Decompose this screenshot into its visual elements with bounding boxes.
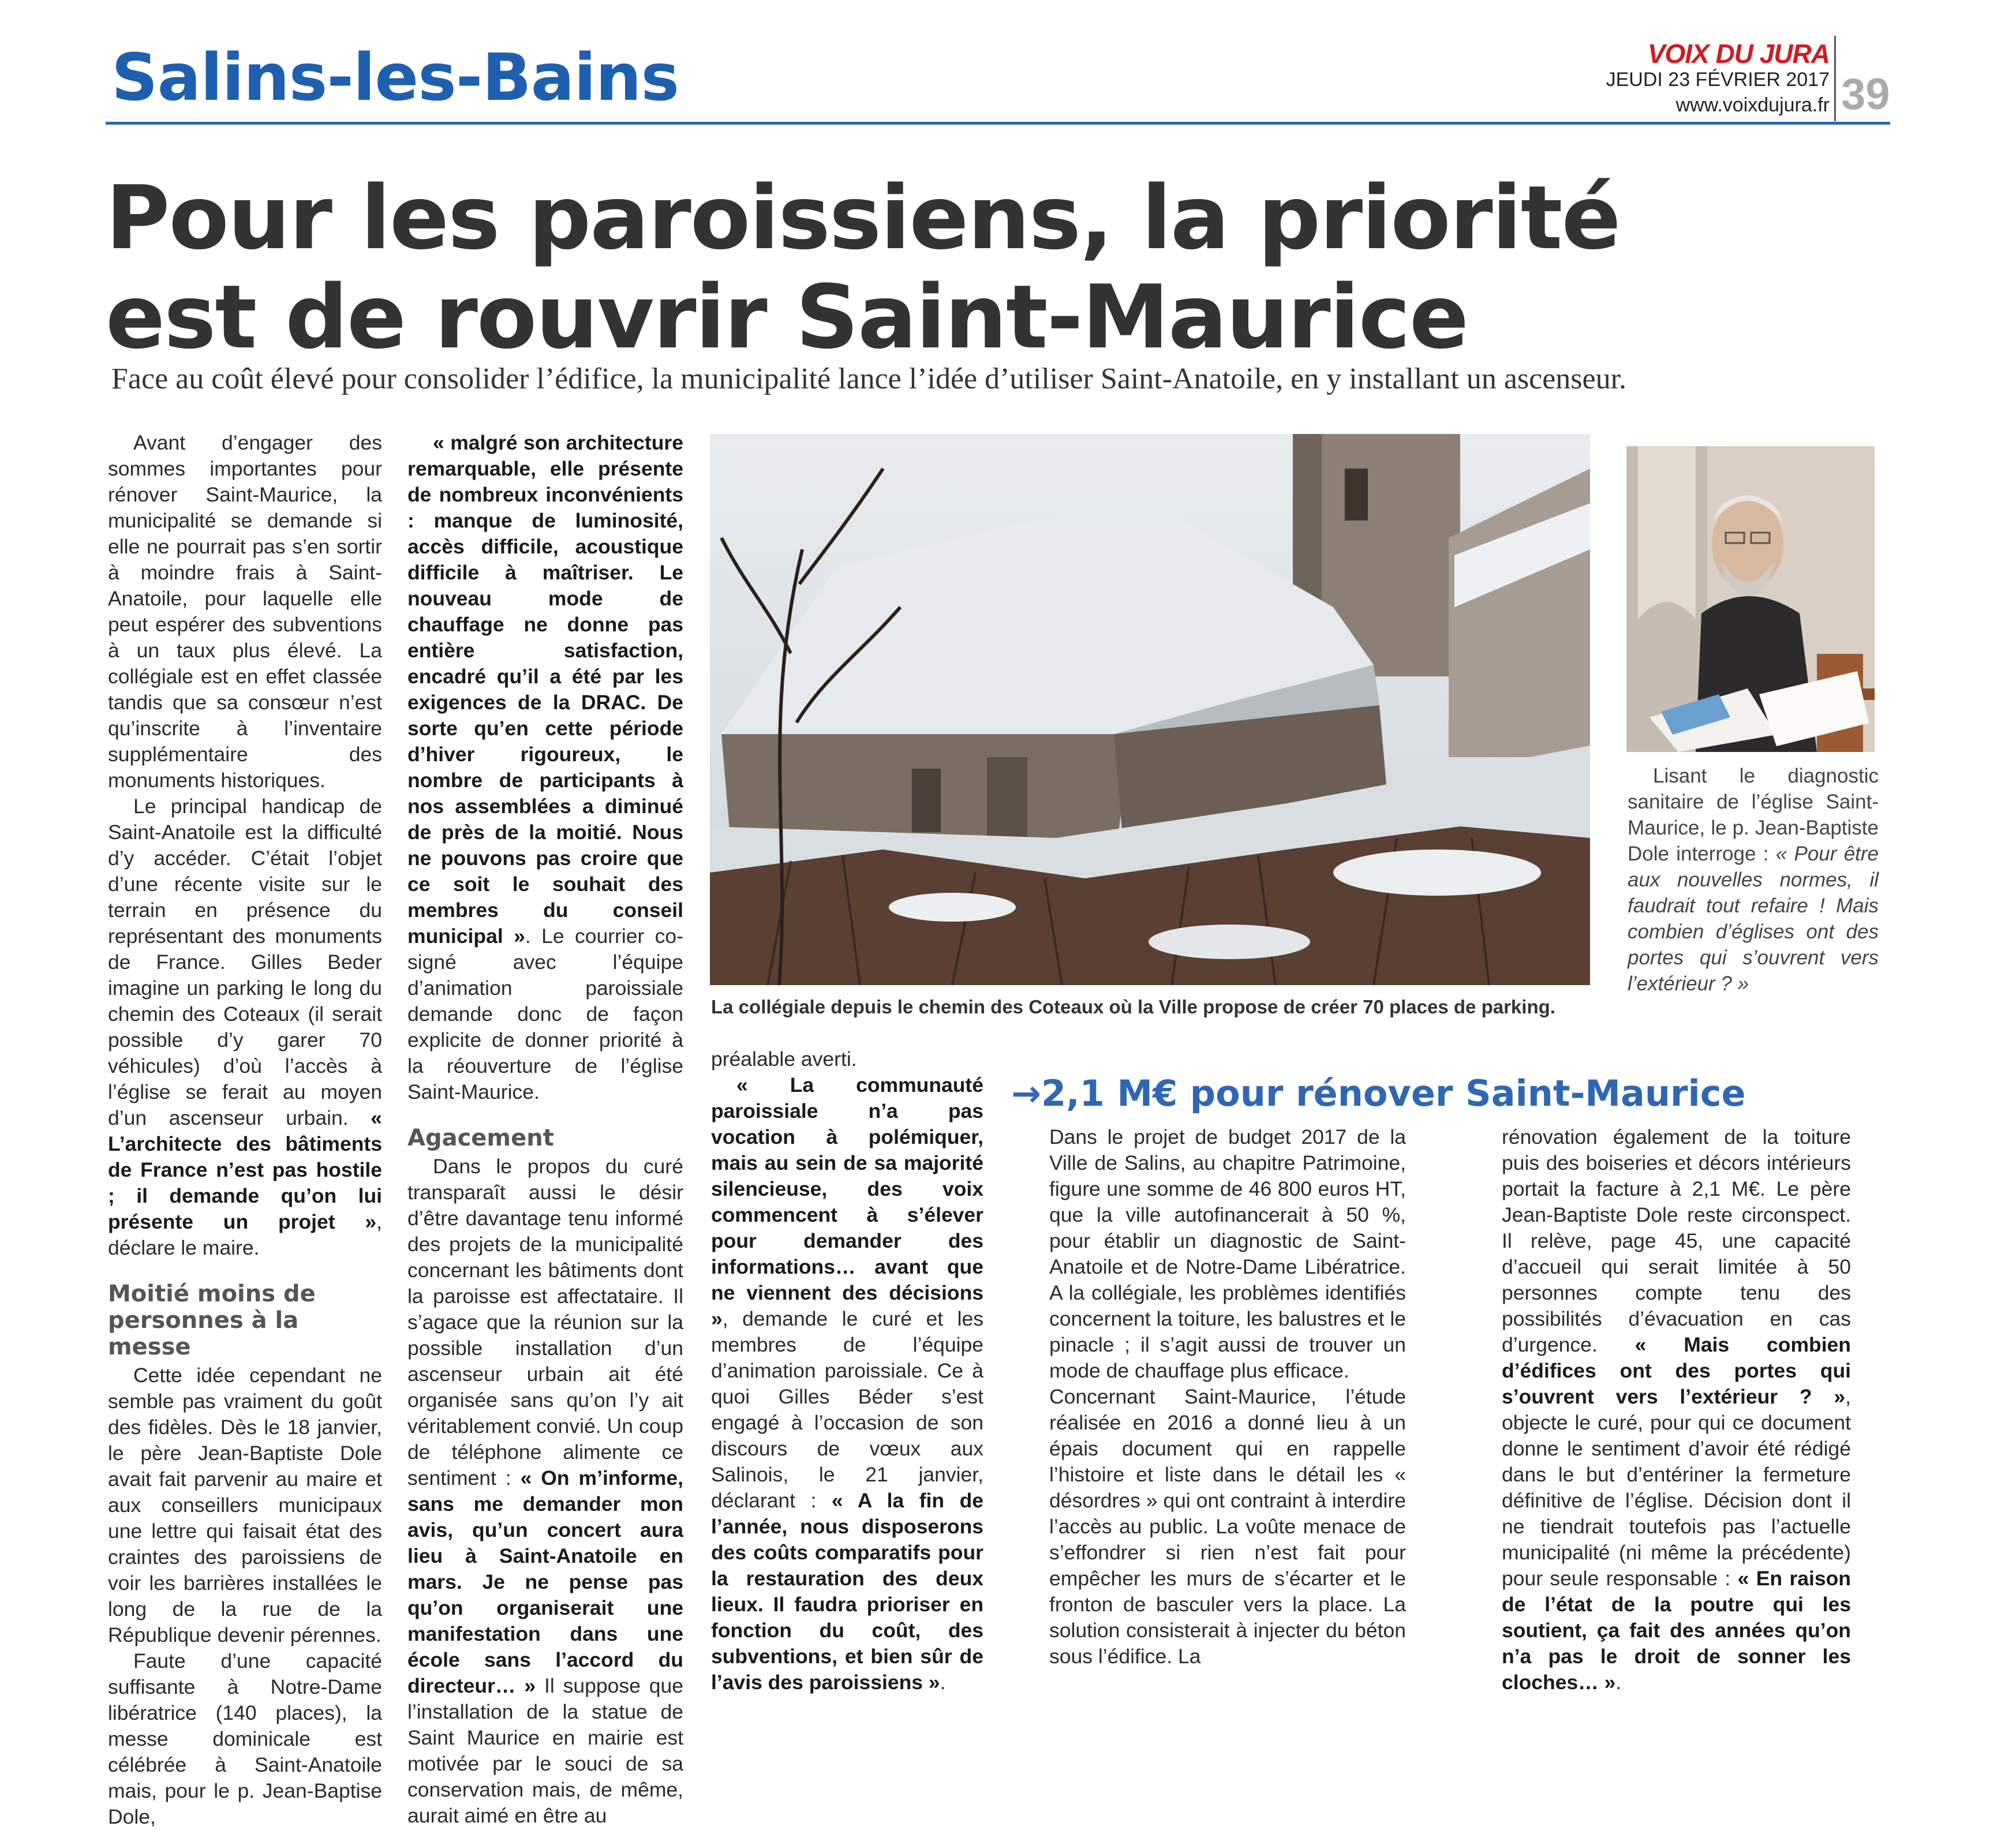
box-column-1 [1049, 1124, 1406, 1670]
issue-date: JEUDI 23 FÉVRIER 2017 [1606, 69, 1830, 91]
article-column-3 [711, 1046, 983, 1696]
paragraph: Faute d’une capacité suffisante à Notre-Dame libératrice (140 places), la messe dominicale est célébrée à Saint-Anatoile mais, pour le p. Jean-Baptise Dole, [108, 1649, 382, 1828]
paragraph: Concernant Saint-Maurice, l’étude réalisée en 2016 a donné lieu à un épais document qui en rappelle l’histoire et liste dans le détail les « désordres » qui ont contraint à interdire l’accès au public. La voûte menace de s’effondrer si rien n’est fait pour empêcher les murs de s’écarter et le fronton de basculer vers la place. La solution consisterait à injecter du béton sous l’édifice. La [1049, 1385, 1406, 1668]
quote: « La communauté paroissiale n’a pas vocation à polémiquer, mais au sein de sa majorité silencieuse, des voix commencent à s’élever pour demander des informations… avant que ne viennent des décisions » [711, 1073, 983, 1330]
paragraph [407, 430, 683, 1105]
photo-caption-side [1628, 763, 1879, 997]
paragraph [108, 794, 382, 1261]
paragraph: Avant d’engager des sommes importantes pour rénover Saint-Maurice, la municipalité se demande si elle ne pourrait pas s’en sortir à moindre frais à Saint-Anatoile, pour laquelle elle peut espérer des subventions à un taux plus élevé. La collégiale est en effet classée tandis que sa consœur n’est qu’inscrite à l’inventaire supplémentaire des monuments historiques. [108, 431, 382, 792]
box-column-2 [1502, 1124, 1851, 1696]
newspaper-logo: VOIX DU JURA [1647, 39, 1830, 69]
church-photo-illustration [710, 434, 1590, 985]
text-run: Le principal handicap de Saint-Anatoile est la difficulté d’y accéder. C’était l’objet d’une récente visite sur le terrain en présence du représentant des monuments de France. Gilles Beder imagine un parking le long du chemin des Coteaux (il serait possible d’y garer 70 véhicules) d’où l’accès à l’église se ferait au moyen d’un ascenseur urbain. [108, 795, 382, 1129]
article-column-1 [108, 430, 382, 1830]
quote: « A la fin de l’année, nous disposerons des coûts comparatifs pour la restauration des deux lieux. Il faudra prioriser en fonction du coût, des subventions, et bien sûr de l’avis des paroissiens » [711, 1489, 983, 1694]
box-title: →2,1 M€ pour rénover Saint-Maurice [1011, 1072, 1746, 1114]
text-run: Lisant le diagnostic sanitaire de l’église Saint-Maurice, le p. Jean-Baptiste Dole interroge : [1628, 765, 1879, 865]
photo-caption-main: La collégiale depuis le chemin des Coteaux où la Ville propose de créer 70 places de parking. [711, 996, 1555, 1017]
page-number: 39 [1841, 70, 1890, 119]
paragraph [1502, 1124, 1851, 1696]
church-photo [710, 434, 1590, 985]
priest-photo-illustration [1626, 446, 1875, 752]
paragraph: préalable averti. [711, 1047, 857, 1071]
text-run: , objecte le curé, pour qui ce document donne le sentiment d’avoir été rédigé dans le but d’entériner la fermeture définitive de l’église. Décision dont il ne tiendrait toutefois pas l’actuelle municipalité (ni même la précédente) pour seule responsable : [1502, 1385, 1851, 1590]
header-rule [106, 122, 1890, 125]
subheading: Agacement [407, 1125, 554, 1151]
text-run: Il suppose que l’installation de la statue de Saint Maurice en mairie est motivée par le souci de sa conservation mais, de même, aurait aimé en être au [407, 1674, 683, 1827]
headline [106, 169, 1895, 367]
text-run: Dans le propos du curé transparaît aussi le désir d’être davantage tenu informé des projets de la municipalité concernant les bâtiments dont la paroisse est affectataire. Il s’agace que la réunion sur la possible installation d’un ascenseur urbain ait été organisée sans qu’on l’y ait véritablement convié. Un coup de téléphone alimente ce sentiment : [407, 1155, 683, 1490]
quote: « En raison de l’état de la poutre qui les soutient, ça fait des années qu’on n’a pas le droit de sonner les cloches… » [1502, 1567, 1851, 1694]
headline-line-1: Pour les paroissiens, la priorité [106, 167, 1620, 269]
quote: « malgré son architecture remarquable, elle présente de nombreux inconvénients : manque de luminosité, accès difficile, acoustique difficile à maîtriser. Le nouveau mode de chauffage ne donne pas entière satisfaction, encadré qu’il a été par les exigences de la DRAC. De sorte qu’en cette période d’hiver rigoureux, le nombre de participants à nos assemblées a diminué de près de la moitié. Nous ne pouvons pas croire que ce soit le souhait des membres du conseil municipal » [407, 431, 683, 948]
text-run: rénovation également de la toiture puis des boiseries et décors intérieurs portait la facture à 2,1 M€. Le père Jean-Baptiste Dole reste circonspect. Il relève, page 45, une capacité d’accueil qui serait limitée à 50 personnes compte tenu des possibilités d’évacuation en cas d’urgence. [1502, 1125, 1851, 1356]
headline-line-2: est de rouvrir Saint-Maurice [106, 266, 1468, 368]
quote: « Mais combien d’édifices ont des portes qui s’ouvrent vers l’extérieur ? » [1502, 1333, 1851, 1408]
subheading: Moitié moins de personnes à la messe [108, 1281, 316, 1360]
quote: « On m’informe, sans me demander mon avis, qu’un concert aura lieu à Saint-Anatoile en mars. Je ne pense pas qu’on organiserait une manifestation dans une école sans l’accord du directeur… » [407, 1466, 683, 1697]
paragraph: Cette idée cependant ne semble pas vraiment du goût des fidèles. Dès le 18 janvier, le père Jean-Baptiste Dole avait fait parvenir au maire et aux conseillers municipaux une lettre qui faisait état des craintes des paroissiens de voir les barrières installées le long de la rue de la République devenir pérennes. [108, 1364, 382, 1646]
priest-photo [1626, 446, 1875, 752]
text-run: , déclare le maire. [108, 1210, 382, 1259]
quote: « Pour être aux nouvelles normes, il faudrait tout refaire ! Mais combien d’églises ont des portes qui s’ouvrent vers l’extérieur ? » [1628, 843, 1879, 995]
text-run: . Le courrier co-signé avec l’équipe d’animation paroissiale demande donc de façon explicite de donner priorité à la réouverture de l’église Saint-Maurice. [407, 925, 683, 1103]
quote: « L’architecte des bâtiments de France n’est pas hostile ; il demande qu’on lui présente un projet » [108, 1106, 382, 1233]
header-divider [1834, 36, 1836, 121]
website-link[interactable]: www.voixdujura.fr [1675, 94, 1830, 116]
section-title: Salins-les-Bains [111, 40, 679, 115]
article-column-2 [407, 430, 683, 1829]
text-run: . [1615, 1671, 1622, 1694]
paragraph [407, 1154, 683, 1829]
caption-paragraph [1628, 763, 1879, 997]
text-run: . [940, 1671, 946, 1694]
standfirst: Face au coût élevé pour consolider l’édifice, la municipalité lance l’idée d’utiliser Saint-Anatoile, en y installant un ascenseur. [111, 362, 1627, 395]
paragraph [711, 1072, 983, 1696]
paragraph: Dans le projet de budget 2017 de la Ville de Salins, au chapitre Patrimoine, figure une somme de 46 800 euros HT, que la ville autofinancerait à 50 %, pour établir un diagnostic de Saint-Anatoile et de Notre-Dame Libératrice. A la collégiale, les problèmes identifiés concernent la toiture, les balustres et le pinacle ; il s’agit aussi de trouver un mode de chauffage plus efficace. [1049, 1125, 1406, 1382]
text-run: , demande le curé et les membres de l’équipe d’animation paroissiale. Ce à quoi Gilles Béder s’est engagé à l’occasion de son discours de vœux aux Salinois, le 21 janvier, déclarant : [711, 1307, 983, 1512]
